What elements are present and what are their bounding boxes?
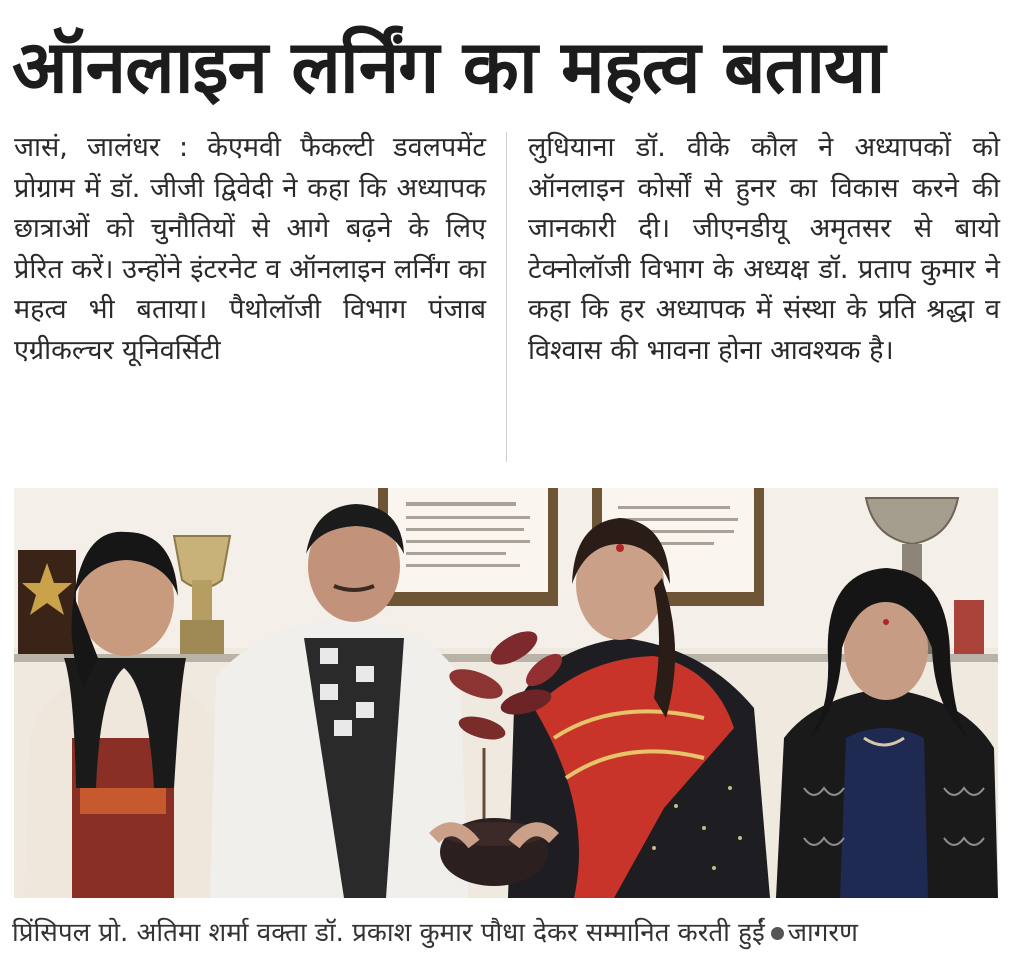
article-column-left: जासं, जालंधर : केएमवी फैकल्टी डवलपमेंट प्रोग्राम में डॉ. जीजी द्विवेदी ने कहा कि अध्यापक छात्राओं को चुनौतियों से आगे बढ़ने के लिए प्रेरित करें। उन्होंने इंटरनेट व ऑनलाइन लर्निंग का महत्व भी बताया। पैथोलॉजी विभाग पंजाब एग्रीकल्चर यूनिवर्सिटी	[14, 132, 486, 366]
photo-caption	[12, 904, 1012, 962]
news-photo	[14, 488, 998, 898]
photo-credit: जागरण	[787, 918, 858, 948]
caption-text: प्रिंसिपल प्रो. अतिमा शर्मा वक्ता डॉ. प्रकाश कुमार पौधा देकर सम्मानित करती हुईं	[12, 918, 765, 948]
column-divider	[506, 132, 507, 462]
headline: ऑनलाइन लर्निंग का महत्व बताया	[12, 25, 885, 110]
article-column-right: लुधियाना डॉ. वीके कौल ने अध्यापकों को ऑनलाइन कोर्सों से हुनर का विकास करने की जानकारी दी। जीएनडीयू अमृतसर से बायो टेक्नोलॉजी विभाग के अध्यक्ष डॉ. प्रताप कुमार ने कहा कि हर अध्यापक में संस्था के प्रति श्रद्धा व विश्वास की भावना होना आवश्यक है।	[528, 132, 1000, 366]
bullet-icon	[771, 927, 784, 940]
